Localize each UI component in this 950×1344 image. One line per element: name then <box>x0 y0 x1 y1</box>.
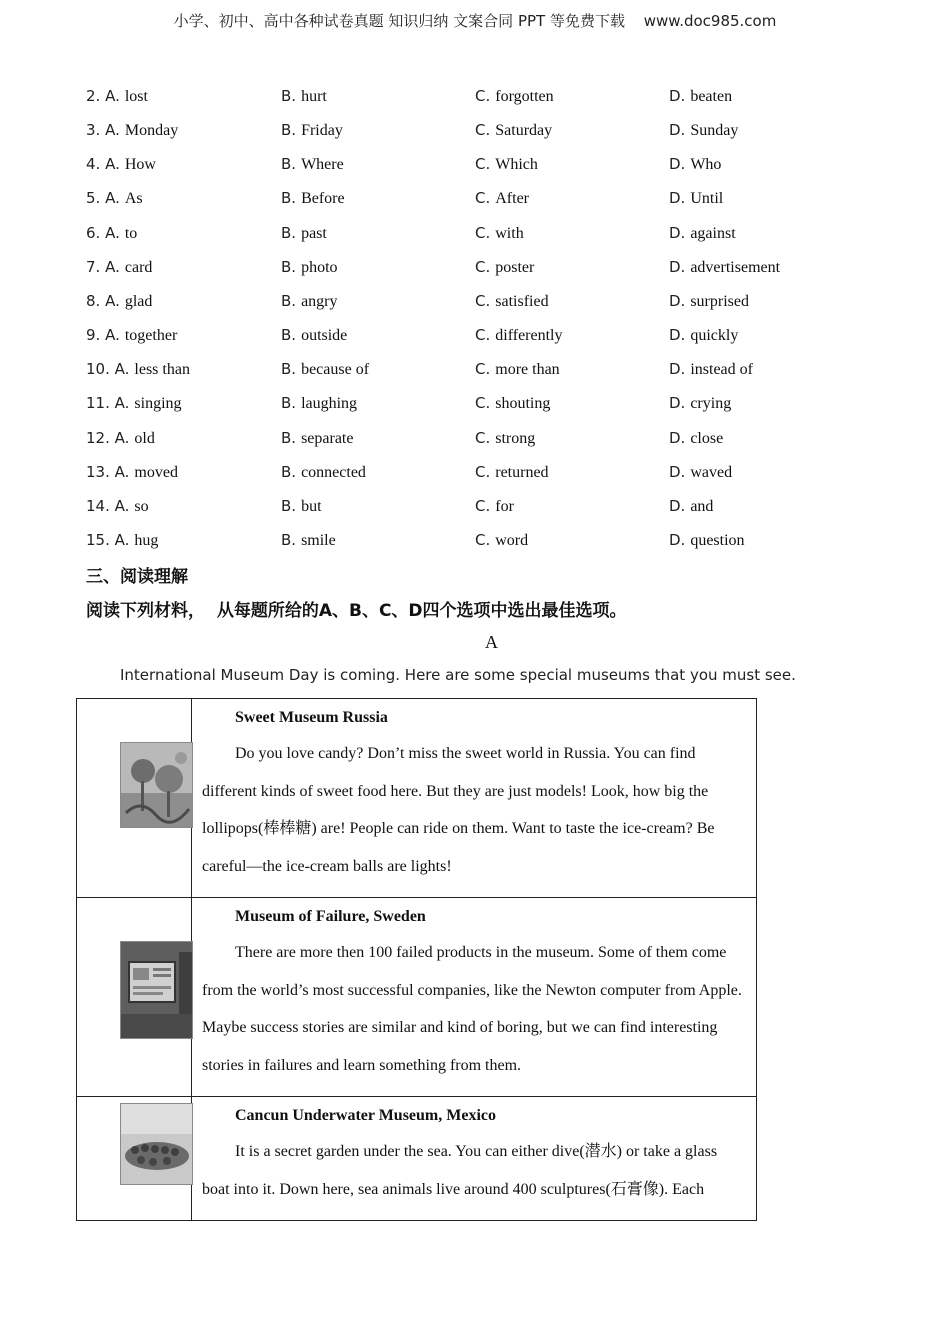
option-text: waved <box>690 464 733 481</box>
option-text: old <box>134 430 155 447</box>
option-text: forgotten <box>495 88 554 105</box>
option-text: so <box>134 498 149 515</box>
option-label: D. <box>669 87 686 105</box>
option-b <box>281 528 336 553</box>
option-d <box>669 255 780 280</box>
option-label: C. <box>475 463 491 481</box>
option-text: question <box>690 532 745 549</box>
option-label: D. <box>669 463 686 481</box>
question-row <box>86 84 886 108</box>
option-label: D. <box>669 292 686 310</box>
option-a <box>86 528 158 553</box>
option-text: laughing <box>301 395 358 412</box>
option-label: B. <box>281 394 297 412</box>
option-b <box>281 460 366 485</box>
option-label: B. <box>281 531 297 549</box>
question-number-and-label: 15. A. <box>86 531 130 549</box>
option-b <box>281 391 357 416</box>
option-label: B. <box>281 121 297 139</box>
question-number-and-label: 2. A. <box>86 87 120 105</box>
option-d <box>669 391 731 416</box>
option-text: instead of <box>690 361 753 378</box>
option-label: B. <box>281 429 297 447</box>
museum-text-cell <box>192 898 757 1097</box>
header-text: 小学、初中、高中各种试卷真题 知识归纳 文案合同 PPT 等免费下载 <box>173 12 625 30</box>
question-number-and-label: 3. A. <box>86 121 120 139</box>
question-number-and-label: 10. A. <box>86 360 130 378</box>
option-text: hurt <box>301 88 327 105</box>
option-a <box>86 152 156 177</box>
passage-title: A <box>485 632 498 652</box>
option-text: close <box>690 430 724 447</box>
option-b <box>281 152 344 177</box>
option-a <box>86 255 152 280</box>
option-c <box>475 391 550 416</box>
option-text: differently <box>495 327 563 344</box>
option-text: photo <box>301 259 338 276</box>
option-label: B. <box>281 258 297 276</box>
question-number-and-label: 12. A. <box>86 429 130 447</box>
section-heading: 三、阅读理解 <box>86 567 188 587</box>
passage-intro: International Museum Day is coming. Here are some special museums that you must see. <box>120 666 796 684</box>
option-label: D. <box>669 497 686 515</box>
option-label: C. <box>475 258 491 276</box>
question-number-and-label: 14. A. <box>86 497 130 515</box>
option-text: Which <box>495 156 538 173</box>
museum-name: Museum of Failure, Sweden <box>235 908 426 925</box>
option-text: strong <box>495 430 536 447</box>
option-text: connected <box>301 464 366 481</box>
museum-table <box>76 698 757 1221</box>
option-c <box>475 84 554 109</box>
option-text: Sunday <box>690 122 739 139</box>
option-text: singing <box>134 395 182 412</box>
option-label: C. <box>475 189 491 207</box>
option-d <box>669 289 749 314</box>
option-text: glad <box>124 293 153 310</box>
option-label: B. <box>281 224 297 242</box>
option-label: C. <box>475 155 491 173</box>
option-c <box>475 494 514 519</box>
option-text: Where <box>301 156 344 173</box>
option-d <box>669 118 738 143</box>
museum-row <box>77 699 757 898</box>
option-text: outside <box>301 327 348 344</box>
option-text: Saturday <box>495 122 553 139</box>
option-c <box>475 289 549 314</box>
option-text: lost <box>124 88 148 105</box>
option-label: B. <box>281 463 297 481</box>
museum-text-cell <box>192 699 757 898</box>
option-text: How <box>124 156 156 173</box>
option-text: together <box>124 327 178 344</box>
header-url[interactable]: www.doc985.com <box>643 12 777 30</box>
option-text: word <box>495 532 529 549</box>
question-number-and-label: 6. A. <box>86 224 120 242</box>
option-a <box>86 357 190 382</box>
option-b <box>281 289 338 314</box>
museum-image-cell <box>77 699 192 898</box>
option-b <box>281 221 327 246</box>
museum-row <box>77 1097 757 1221</box>
option-text: moved <box>134 464 178 481</box>
option-label: C. <box>475 87 491 105</box>
option-a <box>86 84 148 109</box>
question-row <box>86 357 886 381</box>
option-text: satisfied <box>495 293 549 310</box>
option-label: B. <box>281 292 297 310</box>
section-instructions: 阅读下列材料， 从每题所给的A、B、C、D四个选项中选出最佳选项。 <box>86 601 627 621</box>
option-label: D. <box>669 155 686 173</box>
option-d <box>669 426 723 451</box>
option-d <box>669 494 713 519</box>
option-label: D. <box>669 531 686 549</box>
question-number-and-label: 11. A. <box>86 394 130 412</box>
option-b <box>281 118 343 143</box>
option-d <box>669 186 723 211</box>
option-c <box>475 323 562 348</box>
option-a <box>86 460 178 485</box>
question-row <box>86 391 886 415</box>
museum-description: It is a secret garden under the sea. You can either dive(潜水) or take a glass boat into it. Down here, sea animals live around 400 sculptures(石膏像). Each <box>202 1143 718 1198</box>
option-text: because of <box>301 361 370 378</box>
option-label: D. <box>669 121 686 139</box>
option-text: with <box>495 225 524 242</box>
question-row <box>86 118 886 142</box>
option-d <box>669 152 721 177</box>
option-label: C. <box>475 497 491 515</box>
option-text: less than <box>134 361 190 378</box>
option-label: D. <box>669 394 686 412</box>
option-c <box>475 186 529 211</box>
question-row <box>86 289 886 313</box>
option-a <box>86 186 143 211</box>
option-text: As <box>124 190 143 207</box>
option-label: D. <box>669 224 686 242</box>
option-text: more than <box>495 361 560 378</box>
option-d <box>669 221 736 246</box>
option-text: Until <box>690 190 724 207</box>
option-label: C. <box>475 394 491 412</box>
option-label: B. <box>281 189 297 207</box>
question-number-and-label: 13. A. <box>86 463 130 481</box>
failure-museum-photo <box>120 941 193 1039</box>
museum-name: Cancun Underwater Museum, Mexico <box>235 1107 497 1124</box>
option-d <box>669 357 753 382</box>
option-label: B. <box>281 497 297 515</box>
option-text: and <box>690 498 714 515</box>
option-c <box>475 357 560 382</box>
question-row <box>86 460 886 484</box>
option-label: C. <box>475 121 491 139</box>
question-number-and-label: 4. A. <box>86 155 120 173</box>
option-text: Monday <box>124 122 179 139</box>
option-label: D. <box>669 429 686 447</box>
option-text: returned <box>495 464 549 481</box>
option-label: C. <box>475 531 491 549</box>
option-a <box>86 323 177 348</box>
question-row <box>86 323 886 347</box>
question-row <box>86 528 886 552</box>
option-a <box>86 426 155 451</box>
option-a <box>86 289 152 314</box>
option-b <box>281 323 347 348</box>
museum-row <box>77 898 757 1097</box>
option-text: Before <box>301 190 345 207</box>
option-b <box>281 255 338 280</box>
option-label: D. <box>669 189 686 207</box>
option-b <box>281 84 327 109</box>
option-b <box>281 494 322 519</box>
option-c <box>475 460 549 485</box>
option-text: beaten <box>690 88 733 105</box>
option-c <box>475 118 552 143</box>
option-text: Who <box>690 156 722 173</box>
option-d <box>669 528 745 553</box>
question-row <box>86 186 886 210</box>
option-label: B. <box>281 87 297 105</box>
option-text: card <box>124 259 153 276</box>
option-text: separate <box>301 430 354 447</box>
option-c <box>475 528 528 553</box>
option-text: hug <box>134 532 159 549</box>
option-a <box>86 494 149 519</box>
question-row <box>86 255 886 279</box>
option-text: but <box>301 498 322 515</box>
option-text: After <box>495 190 530 207</box>
sweet-museum-photo <box>120 742 193 828</box>
option-label: D. <box>669 258 686 276</box>
option-label: C. <box>475 224 491 242</box>
option-c <box>475 255 534 280</box>
question-row <box>86 221 886 245</box>
option-text: against <box>690 225 736 242</box>
option-label: C. <box>475 292 491 310</box>
option-c <box>475 426 535 451</box>
question-number-and-label: 8. A. <box>86 292 120 310</box>
option-text: smile <box>301 532 336 549</box>
option-label: B. <box>281 155 297 173</box>
option-a <box>86 118 178 143</box>
option-text: advertisement <box>690 259 781 276</box>
option-label: C. <box>475 360 491 378</box>
question-number-and-label: 5. A. <box>86 189 120 207</box>
museum-description: Do you love candy? Don’t miss the sweet world in Russia. You can find different kinds of sweet food here. But they are just models! Look, how big the lollipops(棒棒糖) are! People can ride on them. Want to taste the ice-cream? Be careful—the ice-cream balls are lights! <box>202 745 715 875</box>
museum-image-cell <box>77 898 192 1097</box>
option-text: crying <box>690 395 732 412</box>
question-row <box>86 426 886 450</box>
option-c <box>475 152 538 177</box>
museum-name: Sweet Museum Russia <box>235 709 388 726</box>
option-label: D. <box>669 326 686 344</box>
museum-description: There are more then 100 failed products in the museum. Some of them come from the world’s most successful companies, like the Newton computer from Apple. Maybe success stories are similar and kind of boring, but we can find interesting stories in failures and learn something from them. <box>202 944 742 1074</box>
option-label: D. <box>669 360 686 378</box>
option-text: angry <box>301 293 338 310</box>
museum-image-cell <box>77 1097 192 1221</box>
option-label: B. <box>281 326 297 344</box>
option-c <box>475 221 524 246</box>
question-row <box>86 152 886 176</box>
option-text: for <box>495 498 514 515</box>
option-label: C. <box>475 429 491 447</box>
option-text: surprised <box>690 293 749 310</box>
option-a <box>86 391 182 416</box>
option-d <box>669 323 738 348</box>
option-label: C. <box>475 326 491 344</box>
option-text: Friday <box>301 122 343 139</box>
option-text: poster <box>495 259 535 276</box>
option-text: shouting <box>495 395 551 412</box>
question-number-and-label: 9. A. <box>86 326 120 344</box>
option-a <box>86 221 137 246</box>
museum-text-cell <box>192 1097 757 1221</box>
option-d <box>669 84 732 109</box>
option-b <box>281 426 353 451</box>
question-number-and-label: 7. A. <box>86 258 120 276</box>
page-header <box>0 10 950 31</box>
question-row <box>86 494 886 518</box>
option-d <box>669 460 732 485</box>
option-text: to <box>124 225 138 242</box>
option-b <box>281 186 345 211</box>
option-label: B. <box>281 360 297 378</box>
option-text: past <box>301 225 327 242</box>
underwater-museum-photo <box>120 1103 193 1185</box>
option-text: quickly <box>690 327 739 344</box>
option-b <box>281 357 369 382</box>
